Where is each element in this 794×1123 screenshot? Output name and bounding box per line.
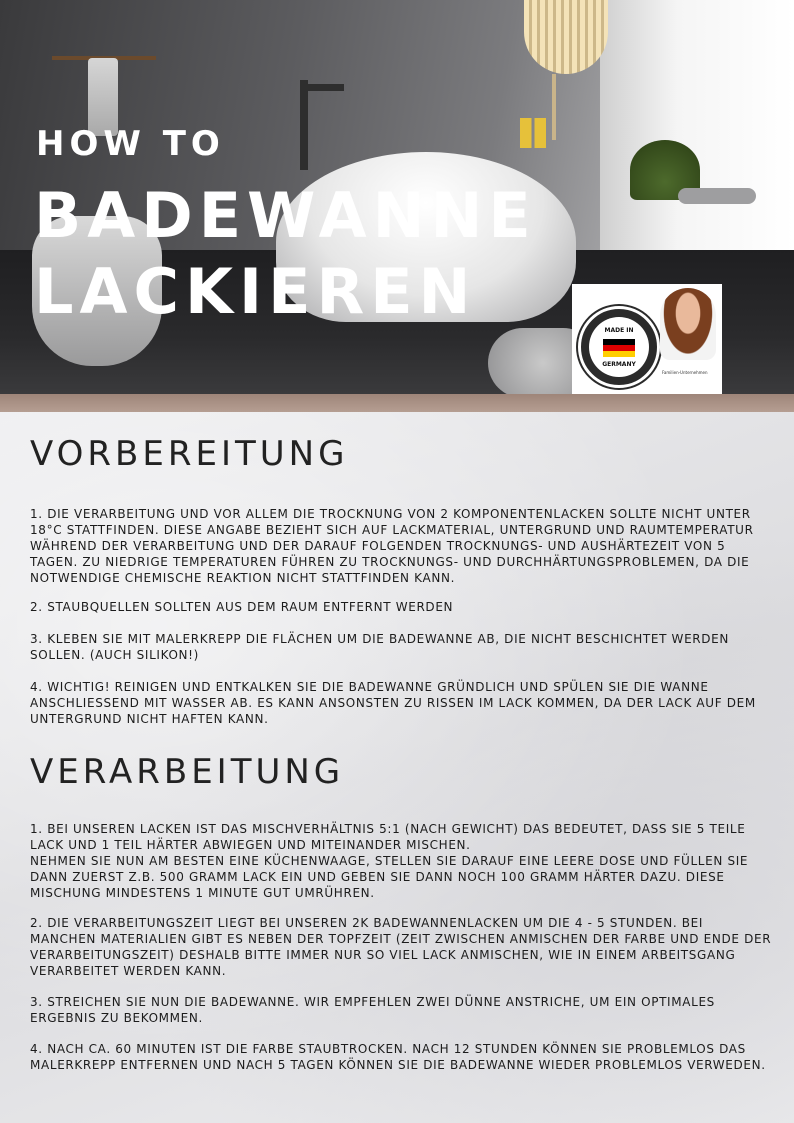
page-title xyxy=(34,178,537,330)
seal-text-top: MADE IN xyxy=(604,327,634,334)
badge-caption: Familien-Unternehmen xyxy=(662,370,708,375)
seal-text-bottom: GERMANY xyxy=(602,361,636,368)
vorbereitung-item-2: 2. STAUBQUELLEN SOLLTEN AUS DEM RAUM ENTFERNT WERDEN xyxy=(30,600,454,614)
wall-shelf xyxy=(52,34,156,60)
verarbeitung-item-4: 4. NACH CA. 60 MINUTEN IST DIE FARBE STAUBTROCKEN. NACH 12 STUNDEN KÖNNEN SIE PROBLEMLOS DAS MALERKREPP ENTFERNEN UND NACH 5 TAGEN KÖNNEN SIE DIE BADEWANNE WIEDER PROBLEMLOS VERWEDEN. xyxy=(30,1042,766,1072)
seal-inner xyxy=(589,317,649,377)
verarbeitung-item-2: 2. DIE VERARBEITUNGSZEIT LIEGT BEI UNSEREN 2K BADEWANNENLACKEN UM DIE 4 - 5 STUNDEN. BEI MANCHEN MATERIALIEN GIBT ES NEBEN DER TOPFZEIT (ZEIT ZWISCHEN ANMISCHEN DER FARBE UND ENDE DER VERARBEITUNGSZEIT) DESHALB BITTE IMMER NUR SO VIEL LACK ANMISCHEN, WIE IN EINEM ARBEITSGANG VERARBEITET WERDEN KANN. xyxy=(30,916,772,978)
window-curtain xyxy=(600,0,794,280)
heading-verarbeitung: VERARBEITUNG xyxy=(30,752,345,792)
faucet-spout xyxy=(300,84,344,91)
woman-photo xyxy=(660,288,716,360)
heading-vorbereitung: VORBEREITUNG xyxy=(30,434,349,474)
title-kicker: HOW TO xyxy=(36,124,225,164)
hero-image xyxy=(0,0,794,394)
title-line-2: LACKIEREN xyxy=(34,255,477,328)
pendant-lamp xyxy=(524,0,608,74)
made-in-germany-badge xyxy=(572,284,722,394)
title-line-1: BADEWANNE xyxy=(34,179,537,252)
vorbereitung-item-4: 4. WICHTIG! REINIGEN UND ENTKALKEN SIE DIE BADEWANNE GRÜNDLICH UND SPÜLEN SIE DIE WANNE ANSCHLIESSEND MIT WASSER AB. ES KANN ANSONSTEN ZU RISSEN IM LACK KOMMEN, DA DER LACK AUF DEM UNTERGRUND NICHT HAFTEN KANN. xyxy=(30,680,756,726)
lamp-stand xyxy=(552,74,556,140)
made-in-germany-seal xyxy=(578,306,660,388)
vorbereitung-item-1: 1. DIE VERARBEITUNG UND VOR ALLEM DIE TROCKNUNG VON 2 KOMPONENTENLACKEN SOLLTE NICHT UNTER 18°C STATTFINDEN. DIESE ANGABE BEZIEHT SICH AUF LACKMATERIAL, UNTERGRUND UND RAUMTEMPERATUR WÄHREND DER VERARBEITUNG UND DER DARAUF FOLGENDEN TROCKNUNGS- UND AUSHÄRTEZEIT VON 5 TAGEN. ZU NIEDRIGE TEMPERATUREN FÜHREN ZU TROCKNUNGS- UND DURCHHÄRTUNGSPROBLEMEN, DA DIE NOTWENDIGE CHEMISCHE REAKTION NICHT STATTFINDEN KANN. xyxy=(30,507,754,585)
vorbereitung-item-3: 3. KLEBEN SIE MIT MALERKREPP DIE FLÄCHEN UM DIE BADEWANNE AB, DIE NICHT BESCHICHTET WERDEN SOLLEN. (AUCH SILIKON!) xyxy=(30,632,730,662)
divider-band xyxy=(0,394,794,412)
soap-bottles xyxy=(520,118,546,148)
german-flag-icon xyxy=(603,339,635,357)
verarbeitung-item-1: 1. BEI UNSEREN LACKEN IST DAS MISCHVERHÄLTNIS 5:1 (NACH GEWICHT) DAS BEDEUTET, DASS SIE 5 TEILE LACK UND 1 TEIL HÄRTER ABWIEGEN UND MITEINANDER MISCHEN. NEHMEN SIE NUN AM BESTEN EINE KÜCHENWAAGE, STELLEN SIE DARAUF EINE LEERE DOSE UND FÜLLEN SIE DANN ZUERST Z.B. 500 GRAMM LACK EIN UND GEBEN SIE DANN NOCH 100 GRAMM HÄRTER DAZU. DIESE MISCHUNG MINDESTENS 1 MINUTE GUT UMRÜHREN. xyxy=(30,822,749,900)
content-area xyxy=(0,412,794,1123)
side-stool xyxy=(678,188,756,204)
verarbeitung-item-3: 3. STREICHEN SIE NUN DIE BADEWANNE. WIR EMPFEHLEN ZWEI DÜNNE ANSTRICHE, UM EIN OPTIMALES ERGEBNIS ZU BEKOMMEN. xyxy=(30,995,715,1025)
floor-faucet xyxy=(300,80,308,170)
